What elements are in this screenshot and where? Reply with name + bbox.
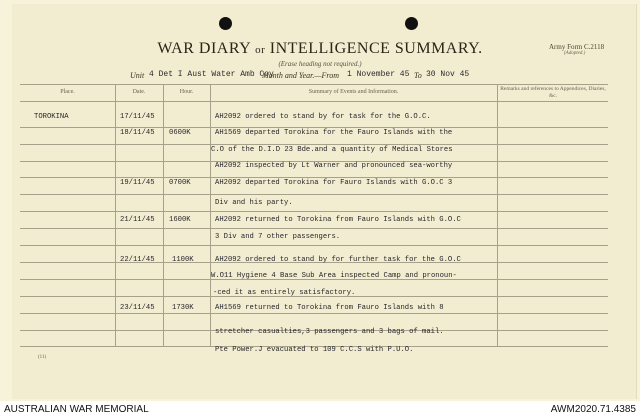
army-form-number: Army Form C.2118 (549, 43, 605, 51)
punch-hole-right (405, 17, 418, 30)
entry-text: AH2092 ordered to stand by for task for the G.O.C. (215, 113, 431, 121)
entry-text: AH2092 departed Torokina for Fauro Islands with G.O.C 3 (215, 179, 453, 187)
row-rule (20, 211, 608, 212)
entry-date: 22/11/45 (120, 256, 155, 264)
entry-text: AH2092 inspected by Lt Warner and pronounced sea-worthy (215, 162, 453, 170)
title-war-diary: WAR DIARY (157, 40, 251, 57)
army-form-note: (Adopted.) (564, 51, 586, 56)
entry-hour: 0600K (169, 129, 191, 137)
entry-date: 21/11/45 (120, 216, 155, 224)
entry-text: AH2092 ordered to stand by for further task for the G.O.C (215, 256, 461, 264)
entry-date: 17/11/45 (120, 113, 155, 121)
entry-date: 19/11/45 (120, 179, 155, 187)
table-top-rule (20, 84, 608, 85)
row-rule (20, 177, 608, 178)
entry-text: W.O11 Hygiene 4 Base Sub Area inspected Camp and pronoun- (211, 272, 457, 280)
entry-hour: 1600K (169, 216, 191, 224)
row-rule (20, 144, 608, 145)
to-label: To (414, 71, 422, 80)
entry-date: 18/11/45 (120, 129, 155, 137)
entry-hour: 0700K (169, 179, 191, 187)
entry-text: 3 Div and 7 other passengers. (215, 233, 341, 241)
entry-text: Div and his party. (215, 199, 293, 207)
column-header-date: Date. (132, 89, 146, 95)
entry-hour: 1100K (172, 256, 194, 264)
from-value: 1 November 45 (347, 70, 410, 79)
punch-hole-left (219, 17, 232, 30)
entry-date: 23/11/45 (120, 304, 155, 312)
unit-label: Unit (130, 71, 145, 80)
column-header-place: Place. (60, 89, 75, 95)
column-header-hour: Hour. (179, 89, 194, 95)
column-header-summary: Summary of Events and Information. (308, 89, 399, 95)
entry-text: C.O of the D.I.D 23 Bde.and a quantity of Medical Stores (211, 146, 453, 154)
archive-caption-right: AWM2020.71.4385 (550, 404, 636, 415)
entry-text: AH1569 departed Torokina for the Fauro Islands with the (215, 129, 453, 137)
entry-text: -ced it as entirely satisfactory. (213, 289, 356, 297)
unit-value: 4 Det I Aust Water Amb Coy (149, 70, 274, 79)
entry-text: AH1569 returned to Torokina from Fauro Islands with 8 (215, 304, 444, 312)
column-divider-place (115, 84, 116, 346)
to-value: 30 Nov 45 (426, 70, 470, 79)
erase-heading-note: (Erase heading not required.) (278, 60, 362, 68)
row-rule (20, 127, 608, 128)
entry-text: AH2092 returned to Torokina from Fauro Islands with G.O.C (215, 216, 461, 224)
entry-place: TOROKINA (34, 113, 69, 121)
form-number: (11) (38, 355, 47, 360)
column-divider-hour (210, 84, 211, 346)
header-bottom-rule (20, 101, 608, 102)
column-divider-summary (497, 84, 498, 346)
row-rule (20, 228, 608, 229)
page-title (0, 40, 640, 58)
column-header-remarks: Remarks and references to Appendices, Diaries, &c. (500, 86, 606, 99)
entry-hour: 1730K (172, 304, 194, 312)
row-rule (20, 194, 608, 195)
title-or: or (255, 44, 266, 56)
row-rule (20, 313, 608, 314)
entry-text: stretcher casualties,3 passengers and 3 bags of mail. (215, 328, 444, 336)
row-rule (20, 245, 608, 246)
column-divider-date (163, 84, 164, 346)
entry-text: Pte Power.J evacuated to 109 C.C.S with P.U.O. (215, 346, 414, 354)
title-intelligence-summary: INTELLIGENCE SUMMARY. (269, 40, 483, 57)
month-label: Month and Year.—From (262, 71, 339, 80)
archive-caption-left: AUSTRALIAN WAR MEMORIAL (4, 404, 149, 415)
